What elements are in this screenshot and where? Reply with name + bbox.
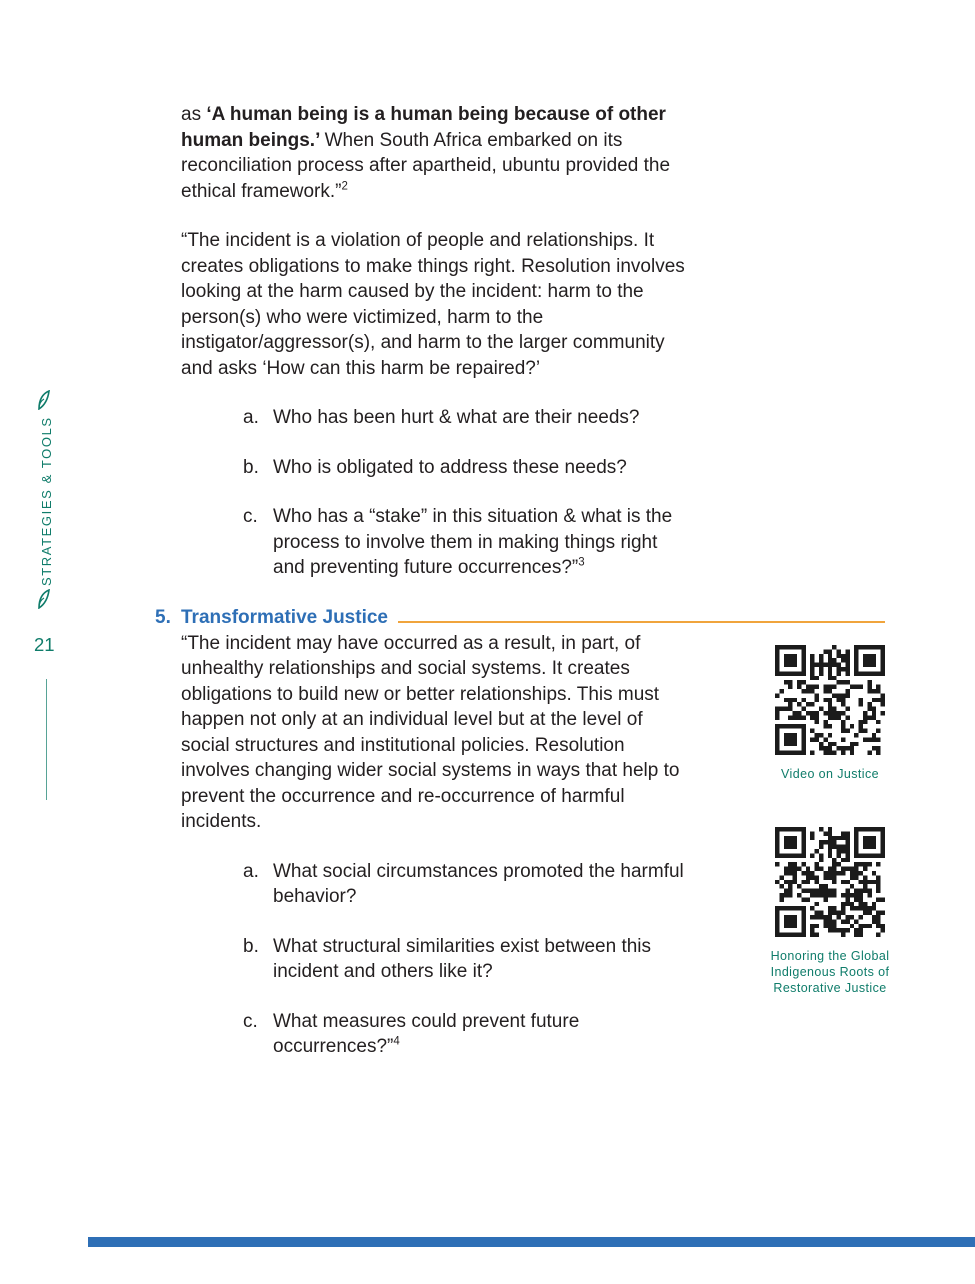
qr-figure-indigenous-roots bbox=[750, 827, 910, 996]
paragraph-transformative-justice: “The incident may have occurred as a result, in part, of unhealthy relationships and social systems. It creates obligations to build new or better relationships. This must happen not only at an individual level but at the level of social structures and institutional policies. Resolution involves changing wider social systems in ways that help to prevent the occurrence and re-occurrence of harmful incidents. bbox=[181, 632, 680, 832]
text-run: Who has been hurt & what are their needs? bbox=[273, 407, 640, 428]
text-run: What social circumstances promoted the harmful behavior? bbox=[273, 860, 684, 907]
text-run: When South Africa embarked on its reconciliation process after apartheid, ubuntu provided the ethical framework.” bbox=[181, 129, 671, 202]
heading-title: Transformative Justice bbox=[181, 606, 388, 628]
text-run: as bbox=[181, 104, 207, 125]
paragraph-restorative-justice: “The incident is a violation of people and relationships. It creates obligations to make things right. Resolution involves looking at the harm caused by the incident: harm to the person(s) who were victimized, harm to the instigator/aggressor(s), and harm to the larger community and asks ‘How can this harm be repaired?’ bbox=[181, 230, 685, 379]
qr-caption: Video on Justice bbox=[781, 767, 879, 781]
list-item bbox=[243, 405, 885, 431]
list-item-label: a. bbox=[243, 860, 259, 882]
page-number: 21 bbox=[34, 634, 55, 655]
qr-code-icon bbox=[775, 827, 885, 937]
footer-accent-bar bbox=[88, 1237, 975, 1247]
list-item-label: b. bbox=[243, 935, 259, 957]
bold-quote: ‘A human being is a human being because of other human beings.’ bbox=[181, 104, 666, 151]
leaf-icon bbox=[36, 589, 51, 614]
list-item-text bbox=[273, 1009, 685, 1060]
list-item-label: c. bbox=[243, 1010, 258, 1032]
text-run: Who has a “stake” in this situation & what is the process to involve them in making things right and preventing future occurrences?” bbox=[273, 506, 673, 578]
qr-code-icon bbox=[775, 645, 885, 755]
footnote-marker: 4 bbox=[393, 1035, 400, 1048]
text-run: What measures could prevent future occurrences?” bbox=[273, 1010, 580, 1057]
question-list-restorative bbox=[243, 405, 885, 581]
list-item-label: b. bbox=[243, 456, 259, 478]
sidebar-section-label: STRATEGIES & TOOLS bbox=[39, 416, 54, 586]
list-item-text bbox=[273, 934, 685, 985]
text-run: Who is obligated to address these needs? bbox=[273, 456, 627, 478]
list-item bbox=[243, 504, 885, 581]
section-heading-transformative-justice bbox=[155, 605, 885, 631]
list-item bbox=[243, 455, 885, 481]
heading-rule bbox=[398, 621, 885, 623]
list-item-text bbox=[273, 504, 685, 581]
qr-caption: Honoring the Global Indigenous Roots of Restorative Justice bbox=[770, 949, 890, 995]
heading-number: 5. bbox=[155, 606, 171, 628]
footnote-marker: 2 bbox=[341, 180, 348, 193]
sidebar-rule bbox=[46, 679, 47, 800]
paragraph-ubuntu bbox=[181, 102, 693, 204]
list-item bbox=[243, 1009, 885, 1060]
footnote-marker: 3 bbox=[578, 556, 585, 569]
list-item-label: a. bbox=[243, 407, 259, 428]
list-item-label: c. bbox=[243, 506, 258, 527]
list-item-text bbox=[273, 405, 685, 431]
qr-figure-video-justice bbox=[750, 645, 910, 782]
text-run: What structural similarities exist between this incident and others like it? bbox=[273, 935, 652, 982]
list-item-text bbox=[273, 859, 685, 910]
list-item-text bbox=[273, 455, 685, 481]
